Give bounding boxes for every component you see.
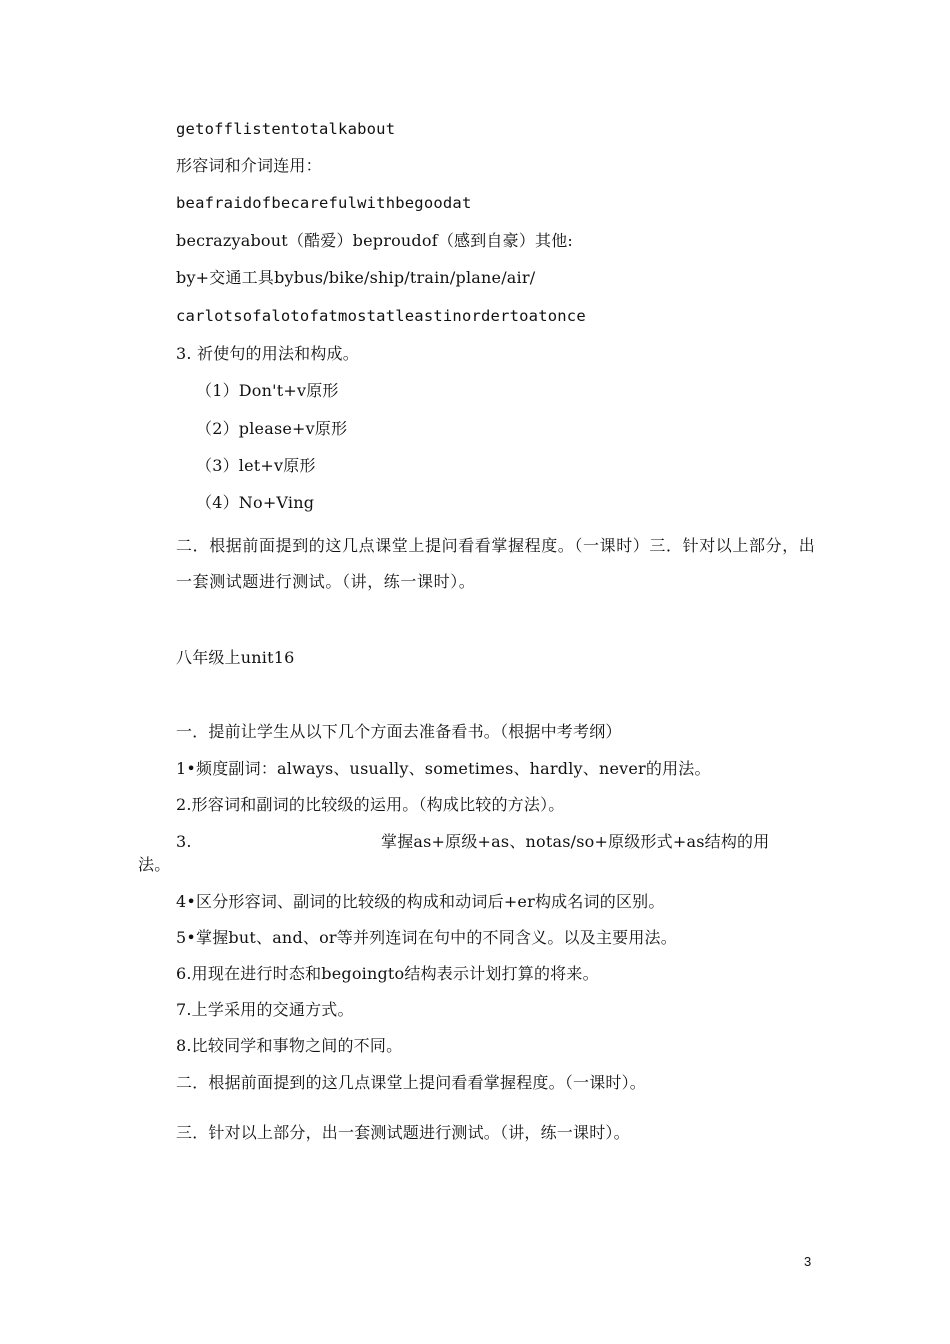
text-line-item-5: 5•掌握but、and、or等并列连词在句中的不同含义。以及主要用法。 bbox=[176, 928, 677, 947]
text-line-phrases-1: getofflistentotalkabout bbox=[176, 120, 396, 138]
text-line-phrases-3: becrazyabout（酷爱）beproudof（感到自豪）其他: bbox=[176, 231, 574, 250]
text-line-item-3-body: 掌握as+原级+as、notas/so+原级形式+as结构的用 bbox=[381, 832, 770, 851]
text-line-review: 二．根据前面提到的这几点课堂上提问看看掌握程度。（一课时）。 bbox=[176, 1073, 647, 1092]
text-line-item-1: 1•频度副词：always、usually、sometimes、hardly、never的用法。 bbox=[176, 759, 711, 778]
text-line-prepare: 一．提前让学生从以下几个方面去准备看书。（根据中考考纲） bbox=[176, 722, 622, 741]
text-line-phrases-4: carlotsofalotofatmostatleastinordertoatonce bbox=[176, 307, 586, 325]
text-line-item-8: 8.比较同学和事物之间的不同。 bbox=[176, 1036, 403, 1055]
text-line-item-7: 7.上学采用的交通方式。 bbox=[176, 1000, 354, 1019]
list-item-4: （4）No+Ving bbox=[196, 493, 315, 512]
list-item-3: （3）let+v原形 bbox=[196, 456, 316, 475]
text-line-item-2: 2.形容词和副词的比较级的运用。（构成比较的方法）。 bbox=[176, 795, 565, 814]
page-number: 3 bbox=[804, 1254, 812, 1269]
text-line-heading-adj-prep: 形容词和介词连用： bbox=[176, 156, 322, 175]
text-line-phrases-2: beafraidofbecarefulwithbegoodat bbox=[176, 194, 472, 212]
text-line-transport: by+交通工具bybus/bike/ship/train/plane/air/ bbox=[176, 268, 536, 287]
list-item-2: （2）please+v原形 bbox=[196, 419, 348, 438]
section-title-unit16: 八年级上unit16 bbox=[176, 648, 295, 667]
text-line-imperative-heading: 3. 祈使句的用法和构成。 bbox=[176, 344, 359, 363]
text-line-item-3-end: 法。 bbox=[138, 855, 171, 874]
text-line-item-3-number: 3. bbox=[176, 832, 192, 851]
list-item-1: （1）Don't+v原形 bbox=[196, 381, 339, 400]
text-paragraph-review: 二．根据前面提到的这几点课堂上提问看看掌握程度。（一课时）三．针对以上部分，出一套测试题进行测试。（讲，练一课时）。 bbox=[176, 536, 816, 591]
text-line-test: 三．针对以上部分，出一套测试题进行测试。（讲，练一课时）。 bbox=[176, 1123, 630, 1142]
text-line-item-6: 6.用现在进行时态和begoingto结构表示计划打算的将来。 bbox=[176, 964, 599, 983]
text-line-item-4: 4•区分形容词、副词的比较级的构成和动词后+er构成名词的区别。 bbox=[176, 892, 665, 911]
